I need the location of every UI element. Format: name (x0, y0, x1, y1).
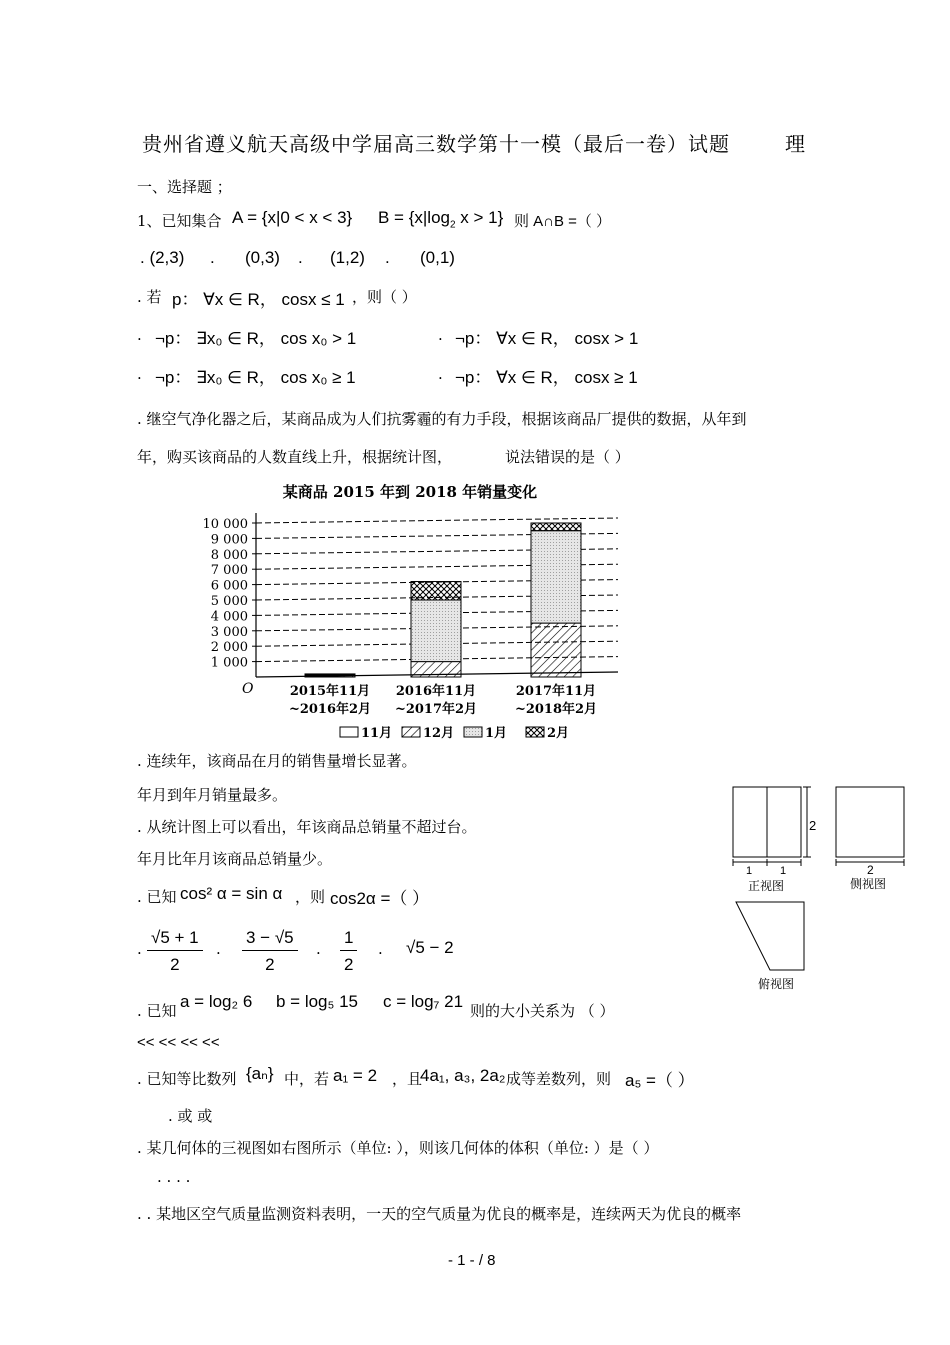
q4-stem-mid: ，则 (295, 888, 326, 906)
bar-2月 (531, 523, 581, 531)
q2-option-b: ¬p： ∀x ∈ R， cosx > 1 (455, 329, 639, 348)
legend-swatch (464, 727, 482, 737)
q1-option-a: . (2,3) (140, 248, 185, 267)
dot: . (378, 940, 383, 958)
q2-option-c: ¬p： ∃x₀ ∈ R， cos x₀ ≥ 1 (155, 368, 356, 387)
q2-option-d: ¬p： ∀x ∈ R， cosx ≥ 1 (455, 368, 638, 387)
y-tick-label: 10 000 (202, 517, 248, 532)
q8-stem: . . 某地区空气质量监测资料表明，一天的空气质量为优良的概率是，连续两天为优良的概率 (137, 1205, 742, 1223)
legend-swatch (340, 727, 358, 737)
bar-12月 (411, 662, 461, 677)
q1-option-b: (0,3) (245, 248, 280, 267)
y-tick-label: 1 000 (210, 655, 248, 671)
q1-tail: 则 A∩B =（ ） (514, 213, 612, 230)
page-title: 贵州省遵义航天高级中学届高三数学第十一模（最后一卷）试题 (142, 132, 730, 156)
front-view (733, 787, 811, 866)
legend-label: 1月 (485, 726, 508, 741)
q5-a: a = log₂ 6 (180, 992, 253, 1011)
q5-tail: 则的大小关系为 （ ） (470, 1002, 615, 1020)
x-tick-label: ~2017年2月 (394, 702, 478, 717)
q4-option-c: $\frac{1}{2}$ (340, 928, 357, 975)
legend-label: 11月 (361, 726, 393, 741)
q1-set-a: A = {x|0 < x < 3} (232, 208, 353, 227)
y-tick-label: 6 000 (210, 578, 248, 594)
y-tick-label: 3 000 (210, 624, 248, 640)
y-tick-label: 2 000 (210, 640, 248, 656)
side-dim-2: 2 (867, 863, 874, 877)
sales-chart (180, 475, 640, 745)
q6-prefix: . 已知等比数列 (137, 1070, 237, 1088)
q3-option-b: 年月到年月销量最多。 (137, 786, 288, 804)
x-tick-label: 2017年11月 (515, 684, 597, 699)
front-view-label: 正视图 (748, 879, 785, 893)
top-view (736, 902, 804, 970)
y-tick-label: 8 000 (210, 547, 248, 563)
bar-2月 (411, 582, 461, 600)
x-tick-label: ~2018年2月 (514, 702, 598, 717)
q6-a5: a₅ =（ ） (625, 1071, 695, 1090)
section-heading: 一、选择题 ； (137, 178, 232, 196)
q1-prefix: 1、已知集合 (137, 212, 222, 230)
q1-dot: . (210, 248, 215, 267)
q5-b: b = log₅ 15 (276, 992, 358, 1011)
q3-option-a: . 连续年，该商品在月的销售量增长显著。 (137, 752, 417, 770)
q5-options: << << << << (137, 1034, 220, 1051)
bar-1月 (531, 531, 581, 623)
dot: . (316, 940, 321, 958)
y-tick-label: 4 000 (210, 609, 248, 625)
q3-option-c: . 从统计图上可以看出，年该商品总销量不超过台。 (137, 818, 477, 836)
legend-swatch (402, 727, 420, 737)
chart-origin: O (242, 681, 254, 697)
y-tick-label: 9 000 (210, 532, 248, 548)
q4-stem-math2: cos2α =（ ） (330, 889, 430, 908)
chart-title: 某商品 2015 年到 2018 年销量变化 (282, 483, 538, 501)
page-number: - 1 - / 8 (448, 1252, 496, 1269)
front-dim-2: 2 (809, 818, 817, 833)
y-tick-label: 7 000 (210, 563, 248, 579)
q4-option-b: $\frac{3 - √5}{2}$ (242, 928, 298, 975)
top-view-label: 俯视图 (758, 977, 795, 991)
side-view (836, 787, 904, 866)
q4-option-a: $\frac{√5 + 1}{2}$ (147, 928, 203, 975)
page-title-suffix: 理 (785, 132, 806, 156)
dot: . (137, 365, 142, 383)
q3-line-1: . 继空气净化器之后，某商品成为人们抗雾霾的有力手段，根据该商品厂提供的数据，从年到 (137, 410, 747, 428)
q1-dot: . (385, 248, 390, 267)
x-tick-label: ~2016年2月 (288, 702, 372, 717)
q1-set-b: $B = \{x|\log_2$ x > 1} (378, 208, 504, 231)
q4-prefix: . 已知 (137, 888, 177, 906)
q6-mid3: 成等差数列，则 (506, 1070, 612, 1088)
x-tick-label: 2015年11月 (289, 684, 371, 699)
dot: . (137, 940, 142, 958)
q2-prefix: . 若 (137, 288, 162, 306)
q5-prefix: . 已知 (137, 1002, 177, 1020)
q3-line-2b: 说法错误的是（ ） (505, 448, 630, 466)
q6-mid: 中，若 (284, 1070, 330, 1088)
q3-line-2: 年，购买该商品的人数直线上升，根据统计图， (137, 448, 453, 466)
dot: . (137, 326, 142, 344)
q2-stem-math: p： ∀x ∈ R， cosx ≤ 1 (172, 290, 345, 309)
q6-a1: a₁ = 2 (333, 1066, 378, 1085)
y-tick-label: 5 000 (210, 594, 248, 609)
q4-option-d: √5 − 2 (406, 938, 454, 957)
q3-option-d: 年月比年月该商品总销量少。 (137, 850, 333, 868)
bar-12月 (531, 623, 581, 677)
dot: . (438, 365, 443, 383)
q6-options: . 或 或 (168, 1107, 213, 1125)
dot: . (438, 326, 443, 344)
dot: . (216, 940, 221, 958)
q1-option-d: (0,1) (420, 248, 455, 267)
x-tick-label: 2016年11月 (395, 684, 477, 699)
q6-arith: 4a₁, a₃, 2a₂ (420, 1066, 506, 1085)
legend-label: 12月 (423, 726, 455, 741)
q1-dot: . (298, 248, 303, 267)
legend-swatch (526, 727, 544, 737)
q4-stem-math: cos² α = sin α (180, 884, 283, 903)
front-dim-1b: 1 (780, 865, 787, 877)
q1-option-c: (1,2) (330, 248, 365, 267)
q7-options: . . . . (157, 1168, 191, 1186)
q6-seq: {aₙ} (246, 1064, 274, 1083)
q2-option-a: ¬p： ∃x₀ ∈ R， cos x₀ > 1 (155, 329, 357, 348)
gridline (256, 518, 618, 523)
bar-2月 (305, 674, 355, 675)
legend-label: 2月 (547, 726, 570, 741)
q5-c: c = log₇ 21 (383, 992, 464, 1011)
side-view-label: 侧视图 (850, 877, 887, 891)
q6-mid2: ，且 (392, 1070, 423, 1088)
q7-stem: . 某几何体的三视图如右图所示（单位: ），则该几何体的体积（单位: ）是（ ） (137, 1139, 659, 1157)
bar-1月 (411, 600, 461, 662)
three-views (728, 782, 908, 997)
q2-stem-tail: ，则（ ） (352, 288, 417, 306)
front-dim-1a: 1 (746, 865, 753, 877)
